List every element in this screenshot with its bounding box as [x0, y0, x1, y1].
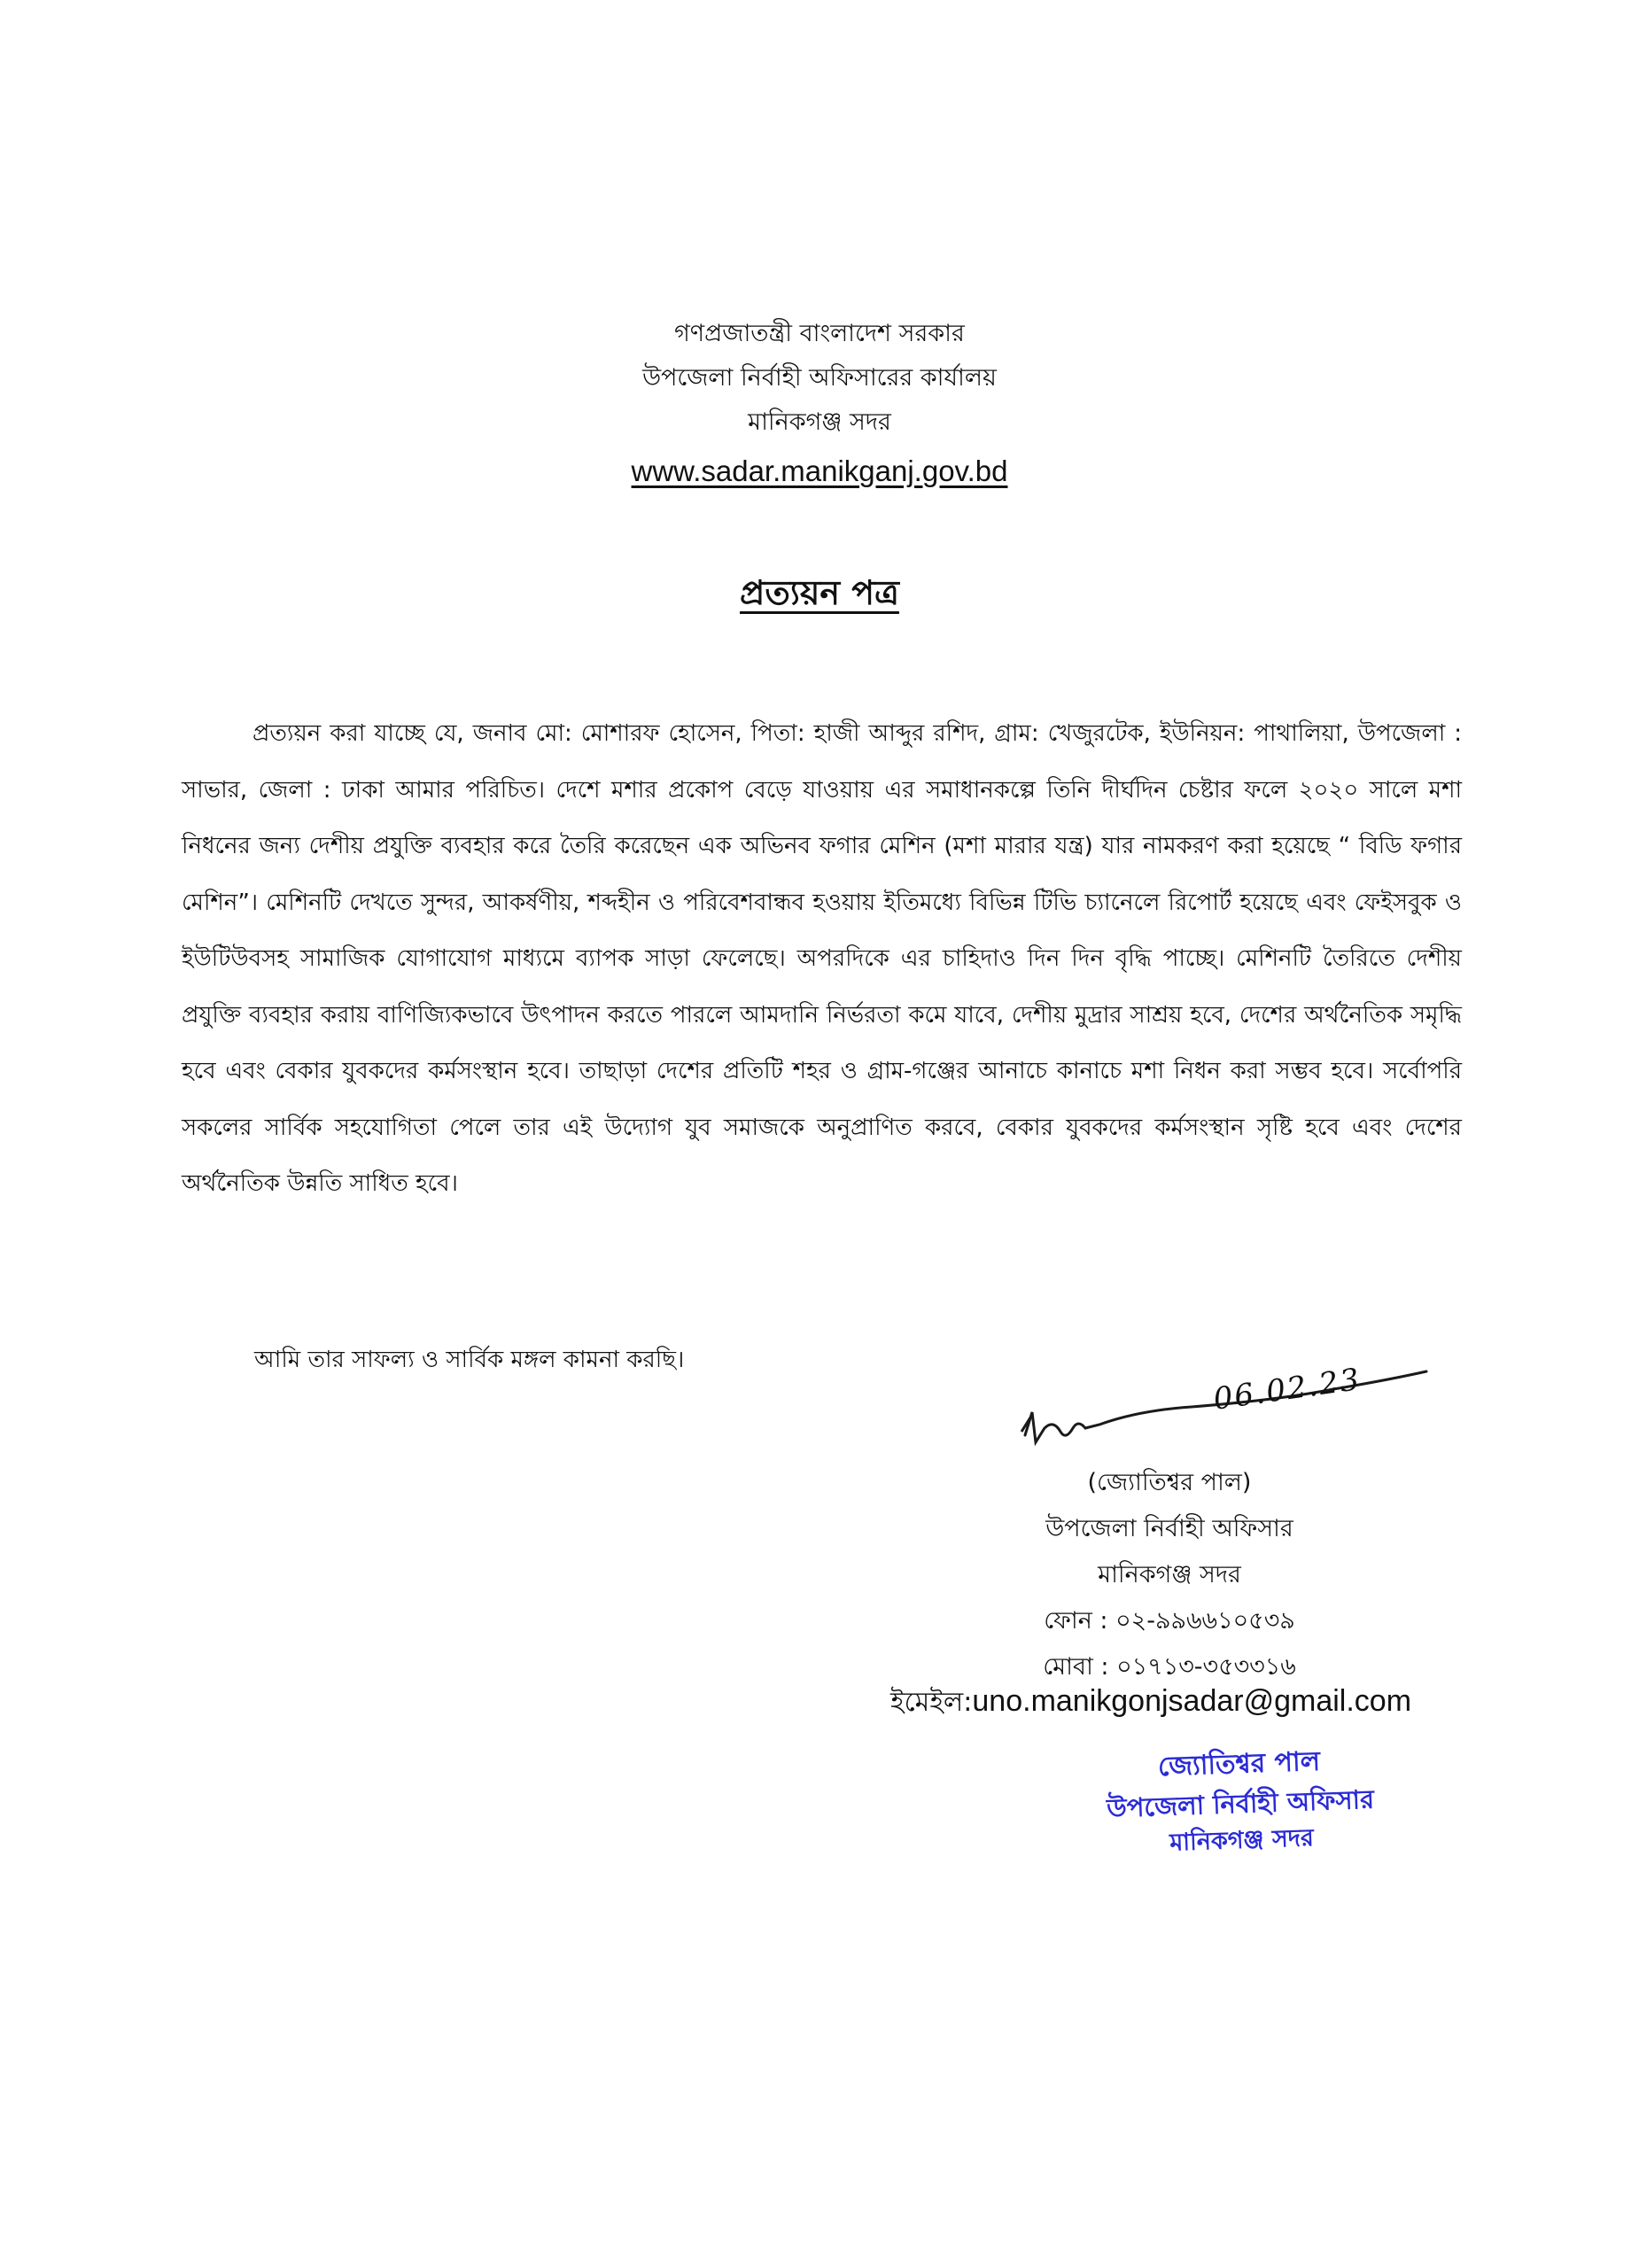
email-label: ইমেইল:	[890, 1687, 973, 1718]
document-title: প্রত্যয়ন পত্র	[740, 573, 899, 612]
letterhead	[0, 312, 1639, 498]
email-address[interactable]: uno.manikgonjsadar@gmail.com	[972, 1684, 1412, 1718]
office-location: মানিকগঞ্জ সদর	[748, 408, 891, 436]
stamp-designation: উপজেলা নির্বাহী অফিসার	[1106, 1783, 1375, 1824]
signatory-phone: ফোন : ০২-৯৯৬৬১০৫৩৯	[1044, 1607, 1295, 1635]
stamp-name: জ্যোতিশ্বর পাল	[1157, 1745, 1321, 1783]
signatory-block	[886, 1460, 1453, 1690]
signatory-email	[890, 1679, 1411, 1725]
closing-line: আমি তার সাফল্য ও সার্বিক মঙ্গল কামনা করছি।	[254, 1347, 685, 1373]
official-seal-stamp	[1053, 1739, 1428, 1866]
signatory-designation: উপজেলা নির্বাহী অফিসার	[1045, 1515, 1293, 1542]
government-name: গণপ্রজাতন্ত্রী বাংলাদেশ সরকার	[674, 320, 965, 347]
signatory-mobile: মোবা : ০১৭১৩-৩৫৩৩১৬	[1043, 1653, 1296, 1681]
website-link[interactable]: www.sadar.manikganj.gov.bd	[631, 454, 1008, 487]
signature-date: 06.02.23	[1211, 1361, 1363, 1418]
stamp-office: মানিকগঞ্জ সদর	[1169, 1824, 1315, 1857]
office-name: উপজেলা নির্বাহী অফিসারের কার্যালয়	[642, 364, 997, 392]
signatory-office: মানিকগঞ্জ সদর	[1098, 1561, 1241, 1588]
signatory-name: (জ্যোতিশ্বর পাল)	[1087, 1469, 1252, 1496]
certificate-body: প্রত্যয়ন করা যাচ্ছে যে, জনাব মো: মোশারফ হোসেন, পিতা: হাজী আব্দুর রশিদ, গ্রাম: খেজুরটেক, ইউনিয়ন: পাথালিয়া, উপজেলা : সাভার, জেলা : ঢাকা আমার পরিচিত। দেশে মশার প্রকোপ বেড়ে যাওয়ায় এর সমাধানকল্পে তিনি দীর্ঘদিন চেষ্টার ফলে ২০২০ সালে মশা নিধনের জন্য দেশীয় প্রযুক্তি ব্যবহার করে তৈরি করেছেন এক অভিনব ফগার মেশিন (মশা মারার যন্ত্র) যার নামকরণ করা হয়েছে “ বিডি ফগার মেশিন”। মেশিনটি দেখতে সুন্দর, আকর্ষণীয়, শব্দহীন ও পরিবেশবান্ধব হওয়ায় ইতিমধ্যে বিভিন্ন টিভি চ্যানেলে রিপোর্ট হয়েছে এবং ফেইসবুক ও ইউটিউবসহ সামাজিক যোগাযোগ মাধ্যমে ব্যাপক সাড়া ফেলেছে। অপরদিকে এর চাহিদাও দিন দিন বৃদ্ধি পাচ্ছে। মেশিনটি তৈরিতে দেশীয় প্রযুক্তি ব্যবহার করায় বাণিজ্যিকভাবে উৎপাদন করতে পারলে আমদানি নির্ভরতা কমে যাবে, দেশীয় মুদ্রার সাশ্রয় হবে, দেশের অর্থনৈতিক সমৃদ্ধি হবে এবং বেকার যুবকদের কর্মসংস্থান হবে। তাছাড়া দেশের প্রতিটি শহর ও গ্রাম-গঞ্জের আনাচে কানাচে মশা নিধন করা সম্ভব হবে। সর্বোপরি সকলের সার্বিক সহযোগিতা পেলে তার এই উদ্যোগ যুব সমাজকে অনুপ্রাণিত করবে, বেকার যুবকদের কর্মসংস্থান সৃষ্টি হবে এবং দেশের অর্থনৈতিক উন্নতি সাধিত হবে।	[182, 720, 1462, 1197]
